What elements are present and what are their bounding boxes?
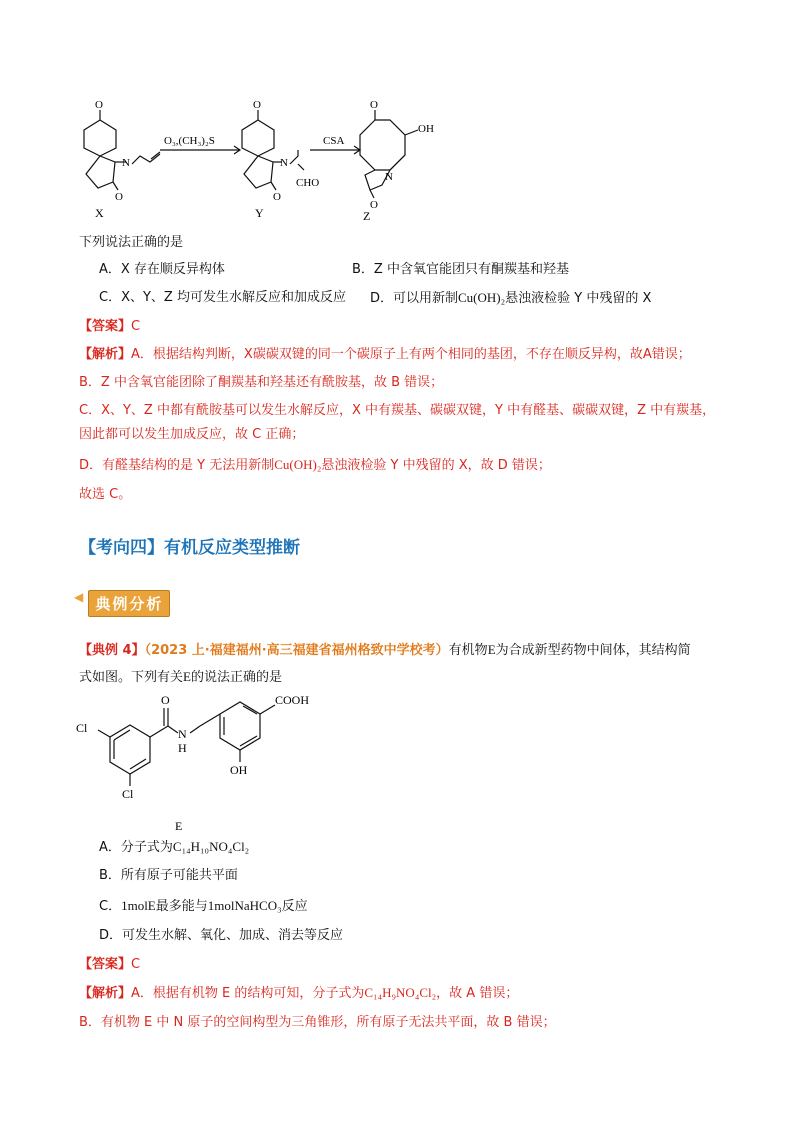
q3-analysis-final: 故选 C。 (79, 487, 132, 502)
analysis-d-formula: Cu(OH)₂ (274, 457, 322, 472)
ex4-option-a (99, 838, 249, 857)
badge-text: 典例分析 (88, 590, 170, 617)
ex4-source: （2023 上·福建福州·高三福建省福州格致中学校考） (144, 643, 449, 658)
ex4-c-f1: 1molE (121, 898, 156, 913)
example-badge (74, 590, 170, 617)
ex4-a1-post: ，故 A 错误； (436, 986, 519, 1001)
scheme-oh-z: OH (418, 123, 434, 135)
ex4-stem1-pre: 有机物 (448, 643, 488, 658)
ex4-c-pre: C． (99, 899, 122, 914)
struct-h: H (178, 741, 187, 755)
struct-cooh: COOH (275, 693, 310, 707)
ex4-option-b: B．所有原子可能共平面 (99, 868, 238, 883)
analysis-label: 【解析】 (79, 347, 132, 362)
scheme-cho: CHO (296, 177, 320, 189)
label-x: X (95, 206, 104, 220)
struct-n: N (178, 727, 187, 741)
ex4-answer-value: C (131, 957, 141, 972)
answer-value: C (131, 319, 141, 334)
q3-analysis-a (79, 346, 691, 364)
reagent-ozone: O₃,(CH₃)₂S (164, 135, 215, 147)
ex4-option-d: D．可发生水解、氧化、加成、消去等反应 (99, 928, 344, 943)
struct-label-e: E (175, 819, 183, 833)
q3-stem: 下列说法正确的是 (79, 235, 184, 250)
q3-option-d-post: 悬浊液检验 Y 中残留的 X (505, 291, 652, 306)
ex4-c-post: 反应 (281, 899, 308, 914)
section-title: 【考向四】有机反应类型推断 (79, 538, 300, 558)
ex4-stem-line1 (79, 641, 691, 660)
q3-option-d-formula: Cu(OH)₂ (458, 290, 506, 305)
q3-option-d-pre: D．可以用新制 (370, 291, 459, 306)
ex4-a-pre: A．分子式为 (99, 840, 173, 855)
analysis-line-a: A．根据结构判断，X碳碳双键的同一个碳原子上有两个相同的基团，不存在顺反异构，故A错误； (131, 347, 691, 362)
struct-oh: OH (230, 763, 248, 777)
q3-analysis-c2: 因此都可以发生加成反应，故 C 正确； (79, 427, 305, 442)
ex4-a1-formula: C₁₄H₉NO₄Cl₂ (364, 985, 437, 1000)
q3-option-c: C．X、Y、Z 均可发生水解反应和加成反应 (99, 290, 346, 305)
ex4-stem1-e: E (487, 642, 496, 657)
speaker-icon: ◀ (74, 590, 84, 604)
scheme-o-z: O (370, 99, 378, 111)
ex4-analysis-b: B．有机物 E 中 N 原子的空间构型为三角锥形，所有原子无法共平面，故 B 错误； (79, 1015, 556, 1030)
analysis-d-post: 悬浊液检验 Y 中残留的 X，故 D 错误； (321, 458, 551, 473)
reaction-scheme (60, 90, 480, 225)
ex4-stem2-e: E (183, 669, 191, 684)
ex4-stem2-pre: 式如图。下列有关 (79, 670, 184, 685)
answer-label: 【答案】 (79, 319, 132, 334)
analysis-d-pre: D．有醛基结构的是 Y 无法用新制 (79, 458, 275, 473)
q3-analysis-b: B．Z 中含氧官能团除了酮羰基和羟基还有酰胺基，故 B 错误； (79, 375, 444, 390)
ex4-analysis-label: 【解析】 (79, 986, 132, 1001)
scheme-o-z2: O (370, 199, 378, 211)
struct-cl1: Cl (76, 721, 88, 735)
scheme-n-x: N (122, 157, 130, 169)
scheme-n-z: N (385, 171, 393, 183)
q3-option-a: A．X 存在顺反异构体 (99, 262, 225, 277)
q3-option-b: B．Z 中含氧官能团只有酮羰基和羟基 (352, 262, 569, 277)
q3-option-d (370, 289, 651, 308)
ex4-a-formula: C₁₄H₁₀NO₄Cl₂ (172, 839, 250, 854)
struct-o: O (161, 693, 170, 707)
ex4-analysis-a (79, 984, 518, 1003)
ex4-option-c (99, 897, 308, 916)
ex4-answer (79, 956, 140, 974)
scheme-o-y2: O (273, 191, 281, 203)
q3-answer (79, 318, 140, 336)
scheme-o-x: O (95, 99, 103, 111)
ex4-stem2-post: 的说法正确的是 (190, 670, 282, 685)
ex4-label: 【典例 4】 (79, 643, 145, 658)
label-z: Z (363, 209, 371, 223)
ex4-c-mid: 最多能与 (155, 899, 208, 914)
ex4-stem-line2 (79, 668, 282, 687)
scheme-n-y: N (280, 157, 288, 169)
q3-analysis-d (79, 456, 551, 475)
ex4-a1-pre: A．根据有机物 E 的结构可知，分子式为 (131, 986, 365, 1001)
label-y: Y (255, 206, 264, 220)
struct-cl2: Cl (122, 787, 134, 801)
ex4-answer-label: 【答案】 (79, 957, 132, 972)
ex4-stem1-post: 为合成新型药物中间体，其结构简 (495, 643, 691, 658)
scheme-o-x2: O (115, 191, 123, 203)
scheme-o-y: O (253, 99, 261, 111)
structure-e (70, 690, 330, 850)
ex4-c-f2: 1molNaHCO₃ (207, 898, 282, 913)
q3-analysis-c1: C．X、Y、Z 中都有酰胺基可以发生水解反应，X 中有羰基、碳碳双键，Y 中有醛基、碳碳双键，Z 中有羰基， (79, 403, 716, 418)
reagent-csa: CSA (323, 135, 345, 147)
